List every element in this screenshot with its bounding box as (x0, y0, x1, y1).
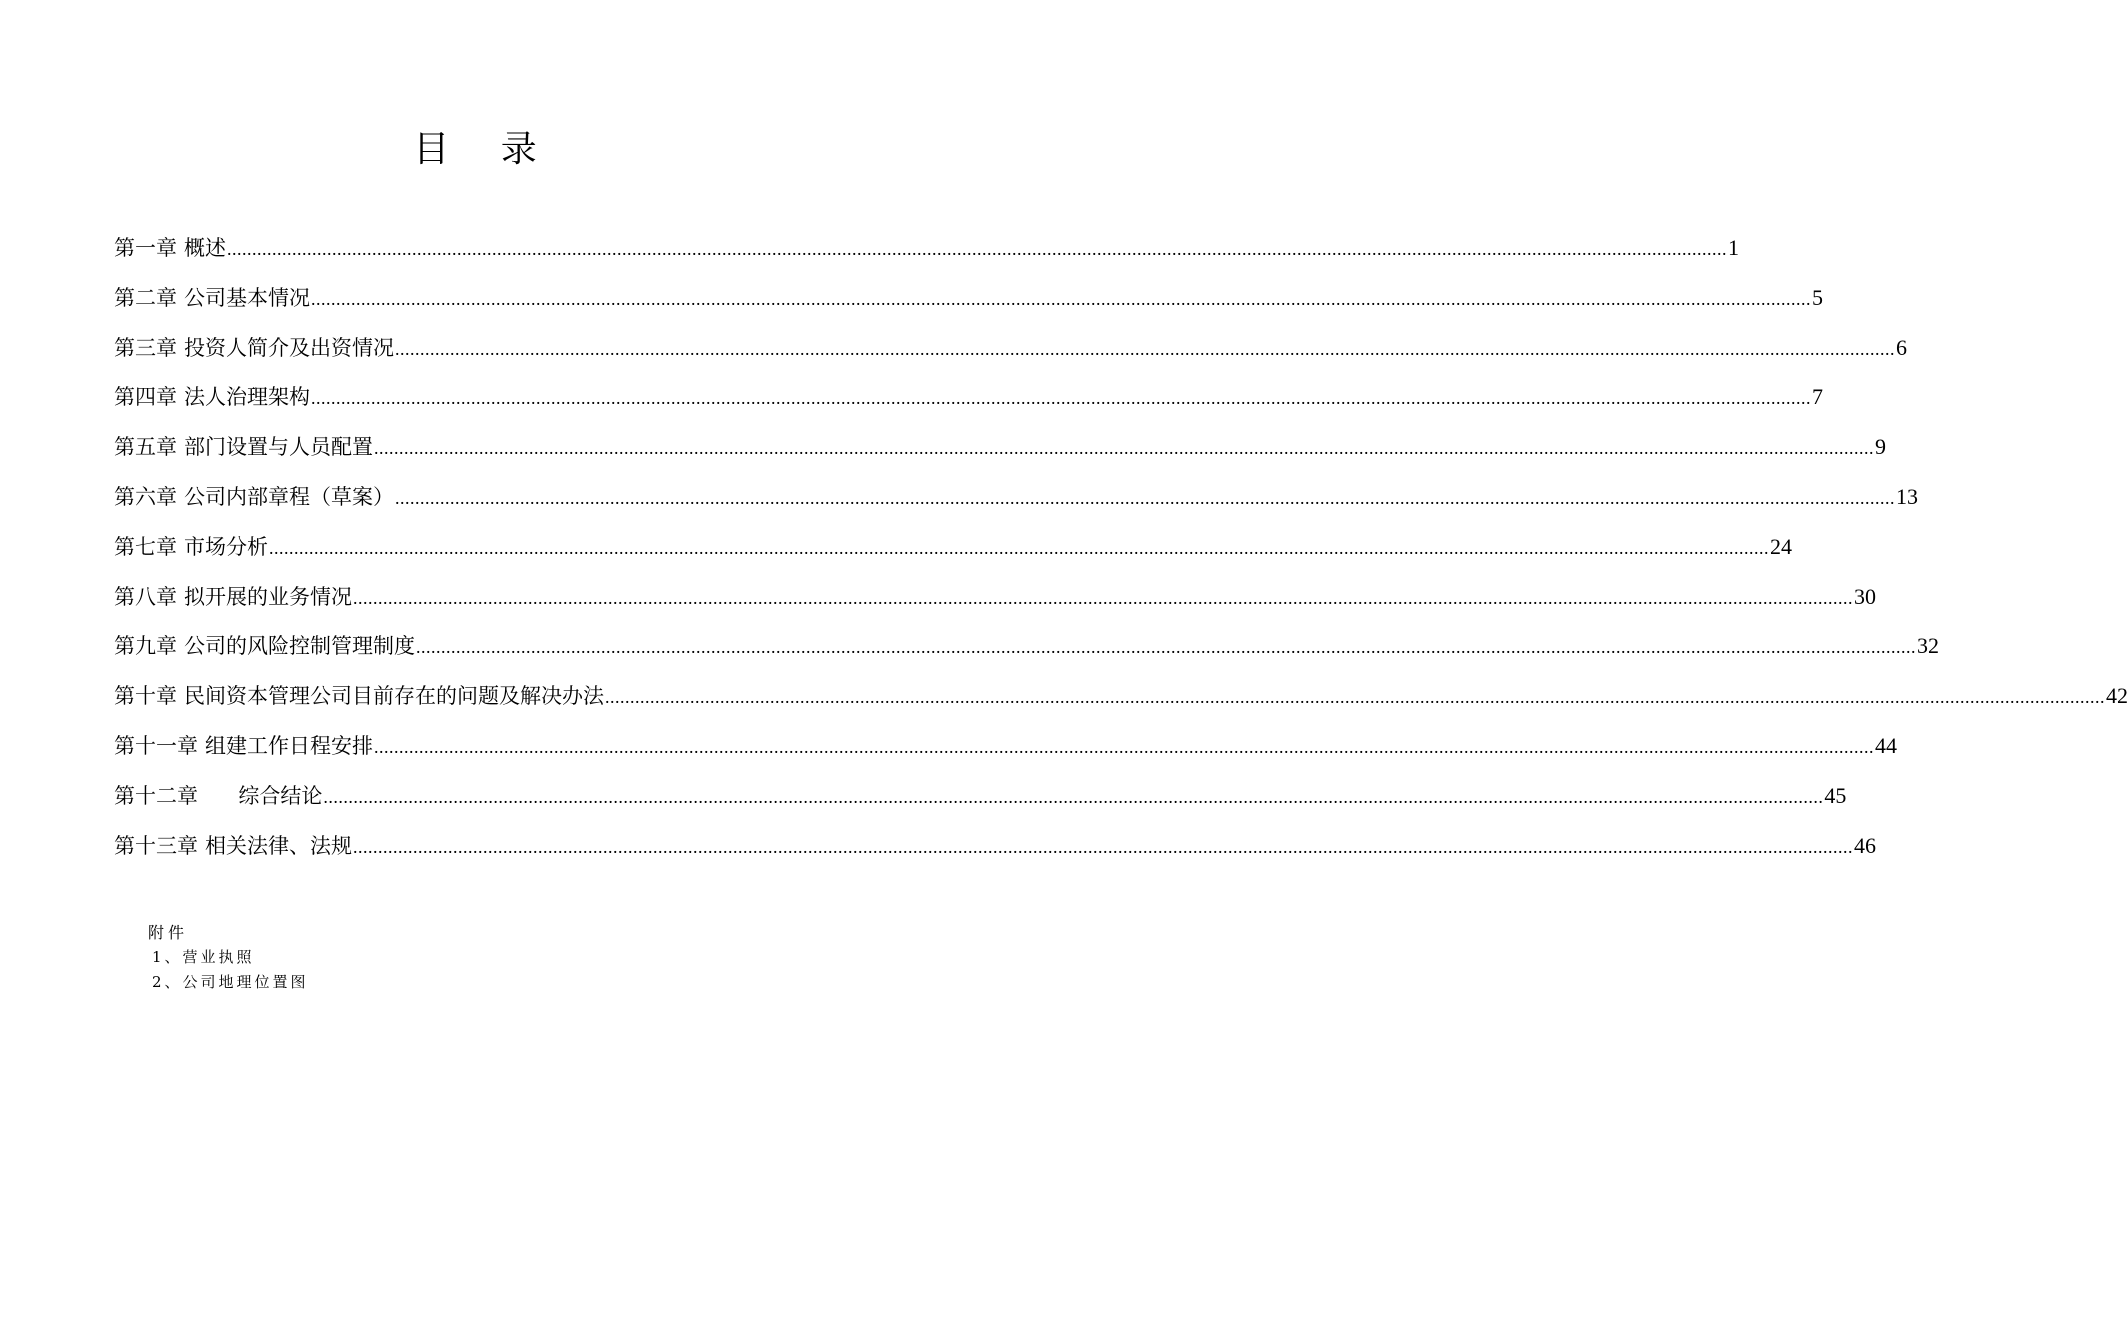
attachments-section (148, 920, 309, 995)
toc-entry-page: 32 (1917, 633, 1939, 659)
toc-entry-chapter (114, 475, 394, 519)
toc-entry-chapter (114, 525, 268, 569)
toc-entry-page: 46 (1854, 832, 1876, 858)
toc-entry[interactable] (114, 425, 1886, 475)
toc-entry-chapter (114, 724, 373, 768)
dot-leader: ............................................................................................................................................................................................................................................................................................................ (311, 288, 1811, 309)
toc-entry-chapter (114, 326, 394, 370)
toc-entry-label: 第一章 (114, 236, 177, 260)
toc-entry[interactable] (114, 575, 1876, 625)
toc-entry-label: 第七章 (114, 534, 177, 559)
toc-entry-page: 24 (1770, 533, 1792, 559)
toc-entry-title: 法人治理架构 (184, 385, 310, 410)
toc-entry-title: 相关法律、法规 (205, 833, 352, 858)
toc-entry-chapter (114, 674, 604, 718)
toc-entry[interactable] (114, 724, 1897, 774)
toc-entry-title: 投资人简介及出资情况 (184, 335, 394, 360)
toc-entry[interactable] (114, 624, 1939, 674)
toc-entry[interactable] (114, 375, 1823, 425)
toc-entry-page: 42 (2106, 683, 2128, 709)
toc-entry-title: 公司内部章程（草案） (184, 484, 394, 509)
toc-entry-title: 公司基本情况 (184, 285, 310, 310)
dot-leader: ............................................................................................................................................................................................................................................................................................................ (605, 687, 2105, 708)
toc-entry-chapter (114, 425, 373, 469)
toc-entry-title: 部门设置与人员配置 (184, 435, 373, 460)
toc-entry-label: 第十二章 (114, 783, 198, 808)
dot-leader: ............................................................................................................................................................................................................................................................................................................ (353, 587, 1853, 608)
dot-leader: ............................................................................................................................................................................................................................................................................................................ (227, 239, 1727, 259)
toc-entry-label: 第三章 (114, 335, 177, 360)
toc-entry-chapter (114, 624, 415, 668)
toc-entry-label: 第十三章 (114, 833, 198, 858)
toc-entry-label: 第十章 (114, 684, 177, 709)
dot-leader: ............................................................................................................................................................................................................................................................................................................ (353, 836, 1853, 857)
toc-entry[interactable] (114, 226, 1739, 276)
dot-leader: ............................................................................................................................................................................................................................................................................................................ (323, 786, 1824, 807)
toc-entry-page: 7 (1812, 384, 1823, 410)
toc-entry-chapter (114, 824, 352, 868)
toc-entry-chapter (114, 226, 226, 270)
toc-entry-page: 45 (1824, 782, 1847, 808)
toc-entry-page: 6 (1896, 334, 1907, 360)
toc-entry[interactable] (114, 525, 1792, 575)
toc-entry-page: 9 (1875, 434, 1886, 460)
dot-leader: ............................................................................................................................................................................................................................................................................................................ (395, 338, 1895, 359)
toc-entry-chapter (114, 375, 310, 419)
dot-leader: ............................................................................................................................................................................................................................................................................................................ (374, 736, 1874, 757)
toc-entry-page: 44 (1875, 732, 1897, 758)
toc-title: 目 录 (413, 129, 557, 170)
dot-leader: ............................................................................................................................................................................................................................................................................................................ (374, 438, 1874, 459)
toc-entry[interactable] (114, 475, 1918, 525)
toc-entry-title: 拟开展的业务情况 (184, 584, 352, 609)
toc-entry-label: 第四章 (114, 385, 177, 410)
toc-entry-page: 13 (1896, 483, 1918, 509)
toc-entry-page: 1 (1728, 235, 1739, 260)
toc-entry-label: 第五章 (114, 435, 177, 460)
toc-entry-chapter (114, 276, 310, 320)
toc-entry[interactable] (114, 774, 1847, 824)
dot-leader: ............................................................................................................................................................................................................................................................................................................ (269, 537, 1769, 558)
dot-leader: ............................................................................................................................................................................................................................................................................................................ (311, 388, 1811, 409)
toc-entry-title: 综合结论 (205, 783, 323, 808)
toc-entry-chapter (114, 575, 352, 619)
toc-entry-title: 民间资本管理公司目前存在的问题及解决办法 (184, 684, 604, 709)
toc-entry-page: 5 (1812, 284, 1823, 310)
toc-entry[interactable] (114, 326, 1907, 376)
toc-entry-label: 第十一章 (114, 733, 198, 758)
toc-entry-label: 第八章 (114, 584, 177, 609)
dot-leader: ............................................................................................................................................................................................................................................................................................................ (395, 487, 1895, 508)
toc-entry-page: 30 (1854, 583, 1876, 609)
toc-entry-title: 公司的风险控制管理制度 (184, 634, 415, 659)
toc-entry-chapter (114, 774, 322, 818)
toc-entry[interactable] (114, 674, 2128, 724)
toc-entry-label: 第二章 (114, 285, 177, 310)
dot-leader: ............................................................................................................................................................................................................................................................................................................ (416, 637, 1916, 658)
attachment-item: 1、营业执照 (152, 948, 255, 966)
toc-entry[interactable] (114, 824, 1876, 874)
toc-entry-label: 第六章 (114, 484, 177, 509)
toc-entry[interactable] (114, 276, 1823, 326)
toc-entry-label: 第九章 (114, 634, 177, 659)
toc-entry-title: 概述 (184, 236, 226, 260)
attachments-heading: 附件 (148, 923, 189, 942)
toc-list (114, 226, 2128, 873)
attachment-item: 2、公司地理位置图 (152, 973, 309, 991)
toc-entry-title: 组建工作日程安排 (205, 733, 373, 758)
toc-entry-title: 市场分析 (184, 534, 268, 559)
